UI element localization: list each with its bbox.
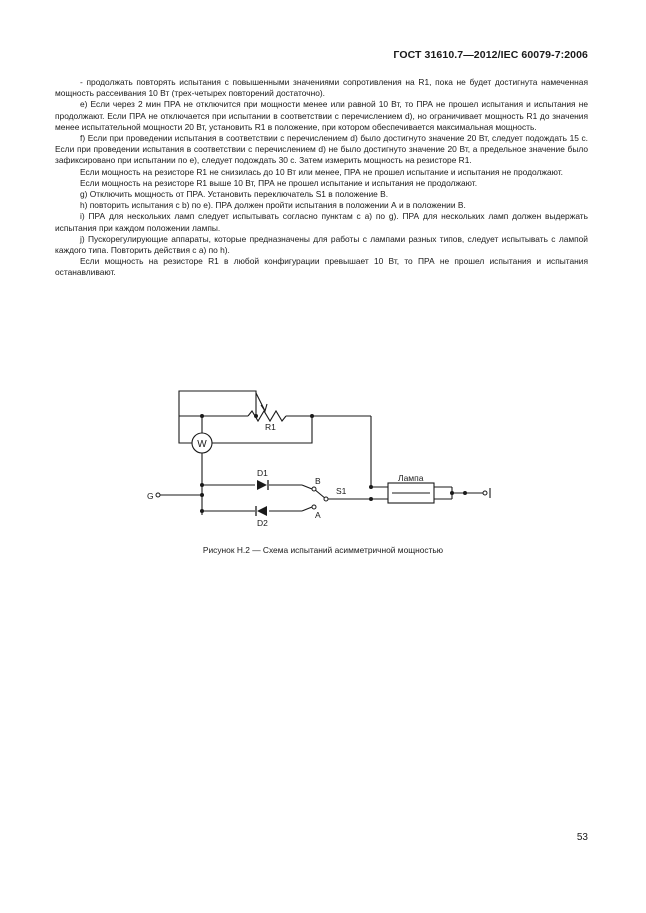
diode-d2-icon bbox=[257, 506, 267, 516]
page-number: 53 bbox=[576, 832, 588, 843]
label-a: A bbox=[315, 510, 321, 520]
paragraph: h) повторить испытания с b) по е). ПРА должен пройти испытания в положении А и в положении B. bbox=[80, 200, 466, 211]
circuit-diagram bbox=[140, 385, 510, 535]
paragraph: Если мощность на резисторе R1 в любой конфигурации превышает 10 Вт, то ПРА не прошел испытания и испытания останавливают. bbox=[55, 256, 588, 278]
body-text bbox=[55, 77, 588, 279]
label-lamp: Лампа bbox=[398, 473, 424, 483]
wattmeter-label: W bbox=[197, 439, 207, 450]
paragraph: е) Если через 2 мин ПРА не отключится при мощности менее или равной 10 Вт, то ПРА не прошел испытания и испытания не продолжают. Если ПРА не отключается при испытании в соответствии с перечислением d), но ограничивает мощность R1 до значения менее испытательной мощности 20 Вт, установить R1 в положение, при котором обеспечивается максимальная мощность. bbox=[55, 99, 588, 132]
label-s1: S1 bbox=[336, 486, 347, 496]
label-g: G bbox=[147, 491, 154, 501]
document-header: ГОСТ 31610.7—2012/IEC 60079-7:2006 bbox=[393, 49, 588, 61]
label-r1: R1 bbox=[265, 422, 276, 432]
paragraph: Если мощность на резисторе R1 не снизилась до 10 Вт или менее, ПРА не прошел испытание и испытания не продолжают. bbox=[80, 166, 563, 177]
paragraph: - продолжать повторять испытания с повышенными значениями сопротивления на R1, пока не будет достигнута намеченная мощность рассеивания 10 Вт (трех-четырех повторений достаточно). bbox=[55, 77, 588, 99]
label-d1: D1 bbox=[257, 468, 268, 478]
paragraph: g) Отключить мощность от ПРА. Установить переключатель S1 в положение B. bbox=[80, 189, 389, 200]
paragraph: Если мощность на резисторе R1 выше 10 Вт, ПРА не прошел испытание и испытания не продолжают. bbox=[80, 177, 478, 188]
diode-d1-icon bbox=[257, 480, 267, 490]
figure-caption: Рисунок Н.2 — Схема испытаний асимметричной мощностью bbox=[202, 545, 444, 555]
paragraph: f) Если при проведении испытания в соответствии с перечислением d) было достигнуто значение 20 Вт, следует подождать 15 с. Если при проведении испытания в соответствии с перечислением d) не было достигнуто значение 20 Вт, а предельное значение было зафиксировано при испытании по е), следует подождать 30 с. Затем измерить мощность на резисторе R1. bbox=[55, 133, 588, 166]
label-d2: D2 bbox=[257, 518, 268, 528]
paragraph: i) ПРА для нескольких ламп следует испытывать согласно пунктам с а) по g). ПРА для нескольких ламп должен выдержать испытания при каждом положении лампы. bbox=[55, 211, 588, 233]
paragraph: j) Пускорегулирующие аппараты, которые предназначены для работы с лампами разных типов, следует испытывать с лампой каждого типа. Повторить действия с а) по h). bbox=[55, 233, 588, 256]
label-b: B bbox=[315, 476, 321, 486]
